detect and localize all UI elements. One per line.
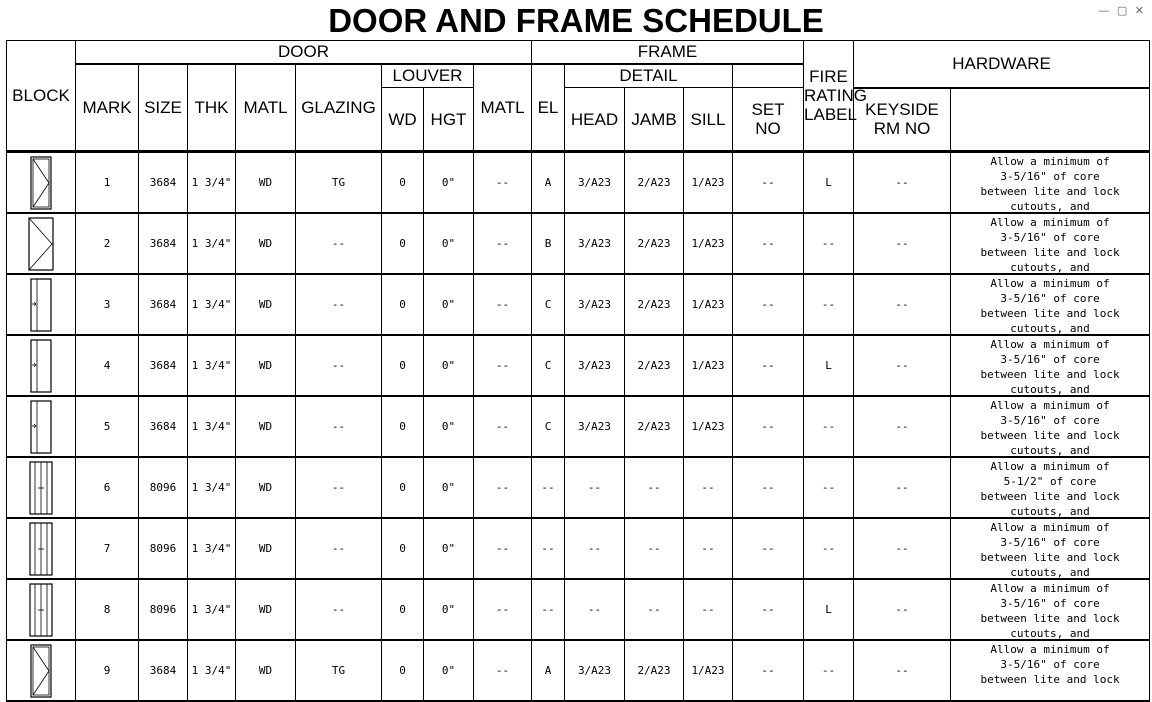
notes-line: cutouts, and (1010, 444, 1090, 457)
notes-line: between lite and lock (980, 185, 1120, 198)
fire-rating-cell: -- (733, 457, 804, 518)
set-no-cell: L (804, 335, 854, 396)
sill-cell: -- (684, 518, 733, 579)
frame-matl-cell: -- (474, 579, 532, 640)
mark-cell: 3 (76, 274, 139, 335)
single-door-panel-icon (7, 335, 76, 396)
sill-cell: 1/A23 (684, 152, 733, 214)
keyside-cell: -- (854, 335, 951, 396)
frame-matl-cell: -- (474, 274, 532, 335)
fire-rating-cell: -- (733, 213, 804, 274)
keyside-cell: -- (854, 152, 951, 214)
glazing-cell: -- (296, 579, 382, 640)
notes-line: between lite and lock (980, 429, 1120, 442)
notes-cell (951, 213, 1150, 274)
notes-line: cutouts, and (1010, 322, 1090, 335)
set-no-cell: -- (804, 396, 854, 457)
keyside-cell: -- (854, 396, 951, 457)
louver-wd-cell: 0 (382, 335, 424, 396)
notes-text (951, 641, 1149, 700)
notes-line: between lite and lock (980, 490, 1120, 503)
col-size: SIZE (139, 64, 188, 152)
col-louver-wd: WD (382, 88, 424, 152)
louver-wd-cell: 0 (382, 274, 424, 335)
single-door-swing-icon (7, 640, 76, 701)
notes-line: 5-1/2" of core (1003, 475, 1097, 488)
table-row (7, 152, 1150, 214)
page-title: DOOR AND FRAME SCHEDULE (328, 2, 824, 39)
louver-wd-cell: 0 (382, 518, 424, 579)
notes-line: Allow a minimum of (990, 399, 1110, 412)
size-cell: 3684 (139, 213, 188, 274)
thk-cell: 1 3/4" (188, 274, 236, 335)
notes-line: 3-5/16" of core (1000, 414, 1100, 427)
set-no-cell: -- (804, 213, 854, 274)
frame-matl-cell: -- (474, 518, 532, 579)
size-cell: 3684 (139, 274, 188, 335)
notes-line: between lite and lock (980, 246, 1120, 259)
glazing-cell: -- (296, 457, 382, 518)
glazing-cell: -- (296, 213, 382, 274)
notes-text (951, 336, 1149, 395)
size-cell: 3684 (139, 152, 188, 214)
table-row (7, 579, 1150, 640)
window-controls[interactable]: — ▢ ✕ (1098, 4, 1146, 17)
head-cell: 3/A23 (565, 335, 625, 396)
col-sill: SILL (684, 88, 733, 152)
fire-rating-cell: -- (733, 396, 804, 457)
table-row (7, 213, 1150, 274)
jamb-cell: -- (625, 579, 684, 640)
fire-rating-cell: -- (733, 335, 804, 396)
fire-rating-cell: -- (733, 274, 804, 335)
set-no-cell: L (804, 579, 854, 640)
notes-line: Allow a minimum of (990, 338, 1110, 351)
louver-hgt-cell: 0" (424, 457, 474, 518)
group-hardware: HARDWARE (854, 41, 1150, 88)
thk-cell: 1 3/4" (188, 457, 236, 518)
notes-line: cutouts, and (1010, 383, 1090, 396)
group-detail: DETAIL (565, 64, 733, 88)
glazing-cell: -- (296, 274, 382, 335)
el-cell: -- (532, 579, 565, 640)
louver-hgt-cell: 0" (424, 579, 474, 640)
set-no-cell: -- (804, 457, 854, 518)
notes-line: cutouts, and (1010, 261, 1090, 274)
head-cell: 3/A23 (565, 274, 625, 335)
jamb-cell: 2/A23 (625, 335, 684, 396)
jamb-cell: 2/A23 (625, 396, 684, 457)
fire-rating-line3: LABEL (804, 105, 857, 124)
col-head: HEAD (565, 88, 625, 152)
group-frame: FRAME (532, 41, 804, 64)
notes-line: cutouts, and (1010, 505, 1090, 518)
frame-matl-cell: -- (474, 335, 532, 396)
mark-cell: 8 (76, 579, 139, 640)
set-no-cell: L (804, 152, 854, 214)
louver-hgt-cell: 0" (424, 335, 474, 396)
notes-line: 3-5/16" of core (1000, 536, 1100, 549)
louver-hgt-cell: 0" (424, 152, 474, 214)
size-cell: 8096 (139, 579, 188, 640)
mark-cell: 1 (76, 152, 139, 214)
notes-line: between lite and lock (980, 368, 1120, 381)
notes-text (951, 519, 1149, 578)
louver-hgt-cell: 0" (424, 213, 474, 274)
thk-cell: 1 3/4" (188, 518, 236, 579)
notes-cell (951, 640, 1150, 701)
frame-matl-cell: -- (474, 457, 532, 518)
col-el: EL (532, 64, 565, 152)
set-no-cell: -- (804, 640, 854, 701)
size-cell: 3684 (139, 640, 188, 701)
head-cell: 3/A23 (565, 396, 625, 457)
louver-hgt-cell: 0" (424, 640, 474, 701)
col-frame-matl: MATL (474, 64, 532, 152)
fire-rating-line1: FIRE (809, 67, 848, 86)
notes-line: 3-5/16" of core (1000, 170, 1100, 183)
notes-line: 3-5/16" of core (1000, 231, 1100, 244)
col-block: BLOCK (7, 41, 76, 152)
notes-cell (951, 274, 1150, 335)
thk-cell: 1 3/4" (188, 579, 236, 640)
louver-wd-cell: 0 (382, 396, 424, 457)
fire-rating-cell: -- (733, 152, 804, 214)
single-door-swing-wide-icon (7, 213, 76, 274)
notes-cell (951, 335, 1150, 396)
single-door-panel-icon (7, 396, 76, 457)
el-cell: A (532, 640, 565, 701)
col-mark: MARK (76, 64, 139, 152)
mark-cell: 6 (76, 457, 139, 518)
table-row (7, 518, 1150, 579)
notes-cell (951, 518, 1150, 579)
notes-line: 3-5/16" of core (1000, 353, 1100, 366)
louver-hgt-cell: 0" (424, 274, 474, 335)
glazing-cell: -- (296, 335, 382, 396)
louver-wd-cell: 0 (382, 457, 424, 518)
fire-rating-cell: -- (733, 518, 804, 579)
door-matl-cell: WD (236, 274, 296, 335)
el-cell: C (532, 396, 565, 457)
single-door-swing-icon (7, 152, 76, 214)
el-cell: B (532, 213, 565, 274)
double-door-icon (7, 457, 76, 518)
thk-cell: 1 3/4" (188, 640, 236, 701)
door-matl-cell: WD (236, 640, 296, 701)
notes-line: Allow a minimum of (990, 155, 1110, 168)
glazing-cell: -- (296, 518, 382, 579)
jamb-cell: -- (625, 518, 684, 579)
louver-wd-cell: 0 (382, 213, 424, 274)
table-row (7, 274, 1150, 335)
thk-cell: 1 3/4" (188, 213, 236, 274)
head-cell: -- (565, 457, 625, 518)
double-door-icon (7, 579, 76, 640)
table-row (7, 457, 1150, 518)
table-row (7, 335, 1150, 396)
col-door-matl: MATL (236, 64, 296, 152)
head-cell: 3/A23 (565, 213, 625, 274)
size-cell: 3684 (139, 335, 188, 396)
jamb-cell: -- (625, 457, 684, 518)
fire-rating-cell: -- (733, 579, 804, 640)
notes-line: cutouts, and (1010, 627, 1090, 640)
door-matl-cell: WD (236, 396, 296, 457)
louver-wd-cell: 0 (382, 152, 424, 214)
jamb-cell: 2/A23 (625, 152, 684, 214)
sill-cell: 1/A23 (684, 335, 733, 396)
door-matl-cell: WD (236, 518, 296, 579)
notes-text (951, 397, 1149, 456)
size-cell: 3684 (139, 396, 188, 457)
notes-cell (951, 396, 1150, 457)
set-no-cell: -- (804, 274, 854, 335)
group-louver: LOUVER (382, 64, 474, 88)
notes-line: Allow a minimum of (990, 460, 1110, 473)
head-cell: 3/A23 (565, 152, 625, 214)
frame-matl-cell: -- (474, 213, 532, 274)
el-cell: C (532, 335, 565, 396)
col-keyside-rm-no (854, 88, 951, 152)
jamb-cell: 2/A23 (625, 274, 684, 335)
notes-cell (951, 152, 1150, 214)
double-door-icon (7, 518, 76, 579)
notes-text (951, 214, 1149, 273)
mark-cell: 9 (76, 640, 139, 701)
notes-cell (951, 457, 1150, 518)
el-cell: -- (532, 518, 565, 579)
group-door: DOOR (76, 41, 532, 64)
notes-text (951, 275, 1149, 334)
fire-rating-cell: -- (733, 640, 804, 701)
el-cell: -- (532, 457, 565, 518)
set-no-cell: -- (804, 518, 854, 579)
sill-cell: 1/A23 (684, 274, 733, 335)
door-matl-cell: WD (236, 579, 296, 640)
table-row (7, 640, 1150, 701)
mark-cell: 7 (76, 518, 139, 579)
set-no-line2: NO (755, 119, 781, 138)
notes-line: Allow a minimum of (990, 521, 1110, 534)
notes-line: between lite and lock (980, 307, 1120, 320)
fire-rating-line2: RATING (804, 86, 867, 105)
col-fire-rating (804, 41, 867, 152)
notes-line: between lite and lock (980, 551, 1120, 564)
door-matl-cell: WD (236, 213, 296, 274)
louver-wd-cell: 0 (382, 579, 424, 640)
col-louver-hgt: HGT (424, 88, 474, 152)
notes-line: Allow a minimum of (990, 277, 1110, 290)
col-jamb: JAMB (625, 88, 684, 152)
head-cell: -- (565, 579, 625, 640)
frame-matl-cell: -- (474, 396, 532, 457)
table-row (7, 396, 1150, 457)
size-cell: 8096 (139, 518, 188, 579)
frame-matl-cell: -- (474, 640, 532, 701)
size-cell: 8096 (139, 457, 188, 518)
louver-hgt-cell: 0" (424, 518, 474, 579)
head-cell: 3/A23 (565, 640, 625, 701)
notes-line: 3-5/16" of core (1000, 292, 1100, 305)
jamb-cell: 2/A23 (625, 213, 684, 274)
frame-matl-cell: -- (474, 152, 532, 214)
sill-cell: -- (684, 579, 733, 640)
notes-line: Allow a minimum of (990, 643, 1110, 656)
keyside-cell: -- (854, 579, 951, 640)
thk-cell: 1 3/4" (188, 335, 236, 396)
notes-text (951, 153, 1149, 212)
jamb-cell: 2/A23 (625, 640, 684, 701)
notes-text (951, 458, 1149, 517)
door-matl-cell: WD (236, 152, 296, 214)
mark-cell: 5 (76, 396, 139, 457)
el-cell: A (532, 152, 565, 214)
el-cell: C (532, 274, 565, 335)
keyside-line1: KEYSIDE (865, 100, 939, 120)
door-matl-cell: WD (236, 457, 296, 518)
mark-cell: 2 (76, 213, 139, 274)
mark-cell: 4 (76, 335, 139, 396)
col-set-no (733, 88, 804, 152)
glazing-cell: TG (296, 640, 382, 701)
keyside-cell: -- (854, 457, 951, 518)
door-matl-cell: WD (236, 335, 296, 396)
keyside-cell: -- (854, 518, 951, 579)
thk-cell: 1 3/4" (188, 152, 236, 214)
set-no-line1: SET (751, 100, 785, 119)
keyside-cell: -- (854, 640, 951, 701)
glazing-cell: TG (296, 152, 382, 214)
louver-wd-cell: 0 (382, 640, 424, 701)
keyside-cell: -- (854, 213, 951, 274)
sill-cell: 1/A23 (684, 640, 733, 701)
notes-line: between lite and lock (980, 612, 1120, 625)
notes-text (951, 580, 1149, 639)
sill-cell: 1/A23 (684, 213, 733, 274)
keyside-line2: RM NO (873, 119, 931, 139)
col-glazing: GLAZING (296, 64, 382, 152)
louver-hgt-cell: 0" (424, 396, 474, 457)
glazing-cell: -- (296, 396, 382, 457)
head-cell: -- (565, 518, 625, 579)
thk-cell: 1 3/4" (188, 396, 236, 457)
notes-line: cutouts, and (1010, 200, 1090, 213)
door-frame-schedule-table (6, 40, 1150, 702)
notes-line: cutouts, and (1010, 566, 1090, 579)
notes-line: Allow a minimum of (990, 582, 1110, 595)
sill-cell: 1/A23 (684, 396, 733, 457)
notes-line: 3-5/16" of core (1000, 658, 1100, 671)
single-door-panel-icon (7, 274, 76, 335)
col-thk: THK (188, 64, 236, 152)
keyside-cell: -- (854, 274, 951, 335)
notes-cell (951, 579, 1150, 640)
notes-line: between lite and lock (980, 673, 1120, 686)
sill-cell: -- (684, 457, 733, 518)
notes-line: 3-5/16" of core (1000, 597, 1100, 610)
notes-line: Allow a minimum of (990, 216, 1110, 229)
